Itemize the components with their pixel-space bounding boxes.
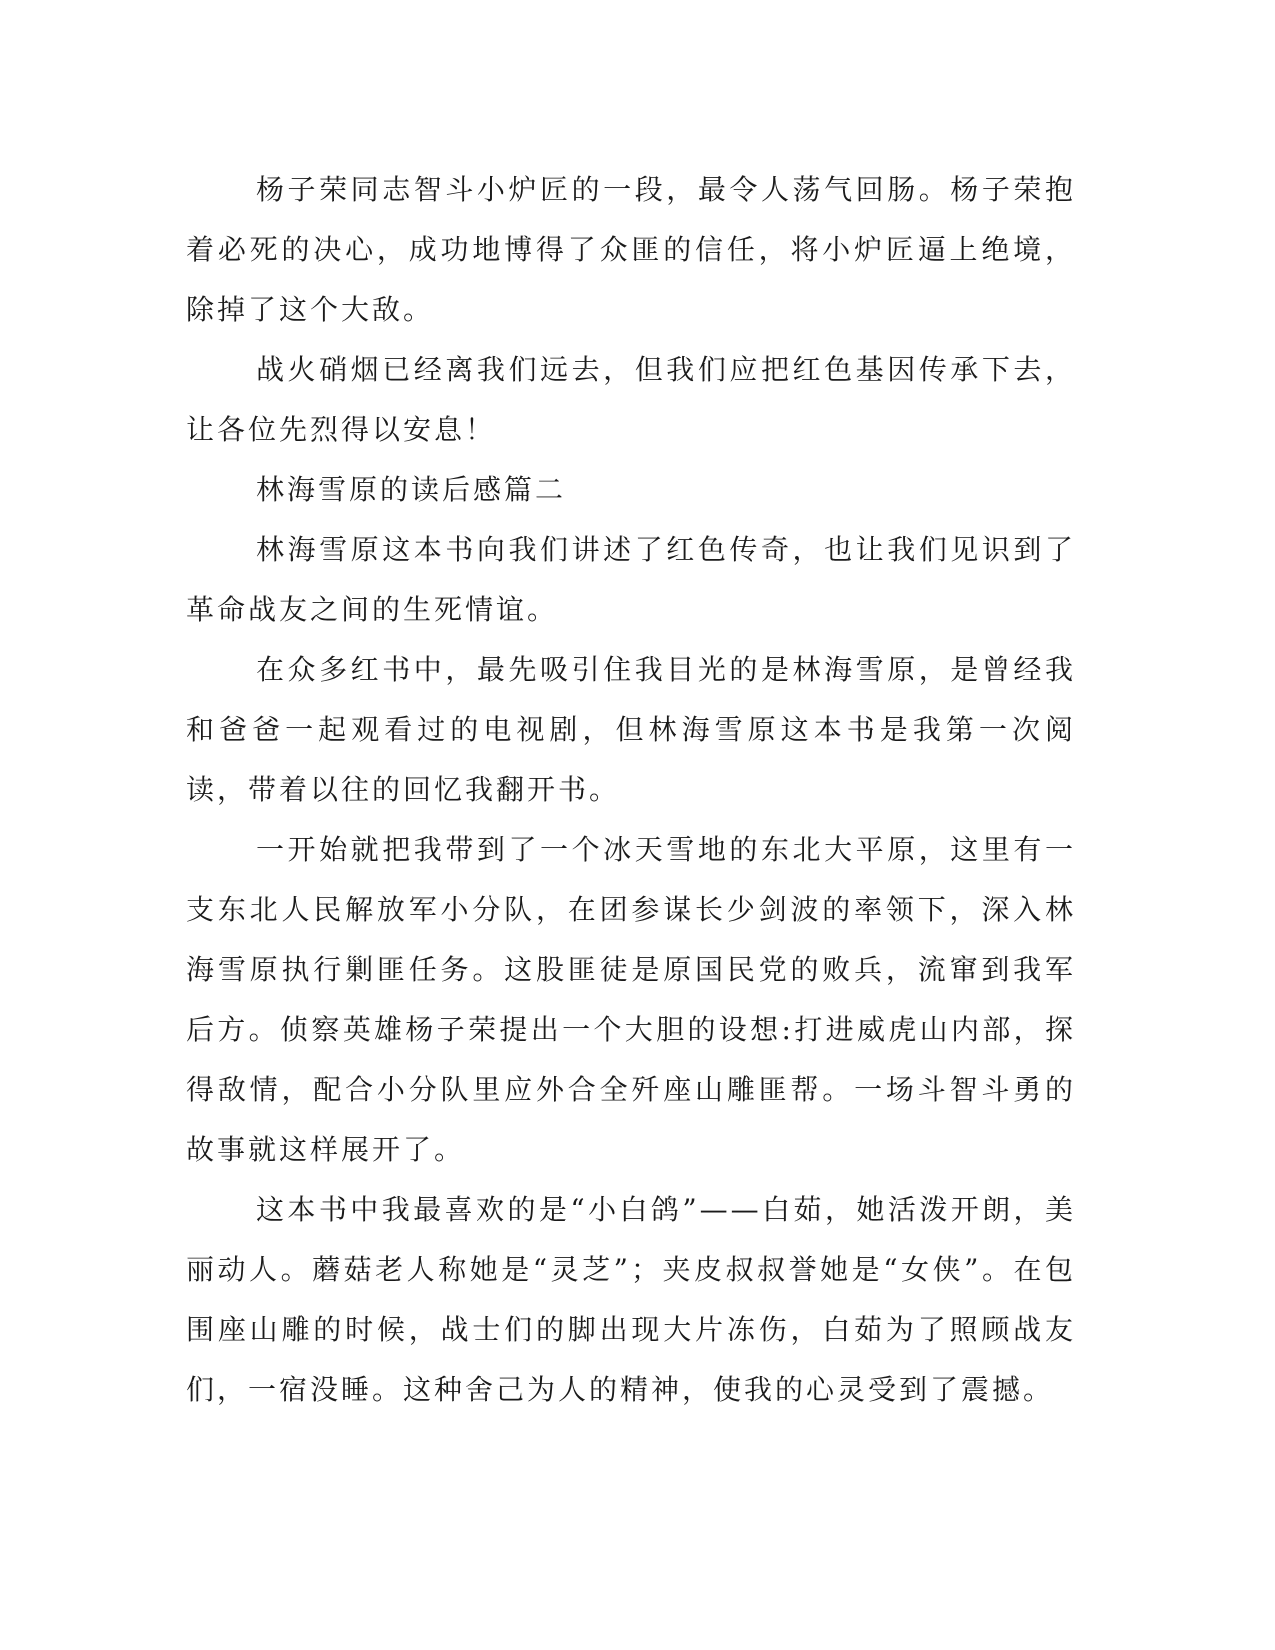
paragraph-red-gene: 战火硝烟已经离我们远去，但我们应把红色基因传承下去，让各位先烈得以安息！ (186, 353, 1076, 446)
paragraph-first-reading: 在众多红书中，最先吸引住我目光的是林海雪原，是曾经我和爸爸一起观看过的电视剧，但林海雪原这本书是我第一次阅读，带着以往的回忆我翻开书。 (186, 653, 1076, 806)
paragraph-bai-ru: 这本书中我最喜欢的是“小白鸽”——白茹，她活泼开朗，美丽动人。蘑菇老人称她是“灵芝”；夹皮叔叔誉她是“女侠”。在包围座山雕的时候，战士们的脚出现大片冻伤，白茹为了照顾战友们，一宿没睡。这种舍己为人的精神，使我的心灵受到了震撼。 (186, 1193, 1076, 1406)
paragraph-story-plot: 一开始就把我带到了一个冰天雪地的东北大平原，这里有一支东北人民解放军小分队，在团参谋长少剑波的率领下，深入林海雪原执行剿匪任务。这股匪徒是原国民党的败兵，流窜到我军后方。侦察英雄杨子荣提出一个大胆的设想:打进威虎山内部，探得敌情，配合小分队里应外合全歼座山雕匪帮。一场斗智斗勇的故事就这样展开了。 (186, 833, 1076, 1166)
paragraph-red-legend: 林海雪原这本书向我们讲述了红色传奇，也让我们见识到了革命战友之间的生死情谊。 (186, 533, 1076, 626)
section-heading: 林海雪原的读后感篇二 (256, 473, 567, 506)
document-body (186, 160, 1076, 1420)
paragraph-yang-zirong: 杨子荣同志智斗小炉匠的一段，最令人荡气回肠。杨子荣抱着必死的决心，成功地博得了众匪的信任，将小炉匠逼上绝境，除掉了这个大敌。 (186, 173, 1076, 326)
